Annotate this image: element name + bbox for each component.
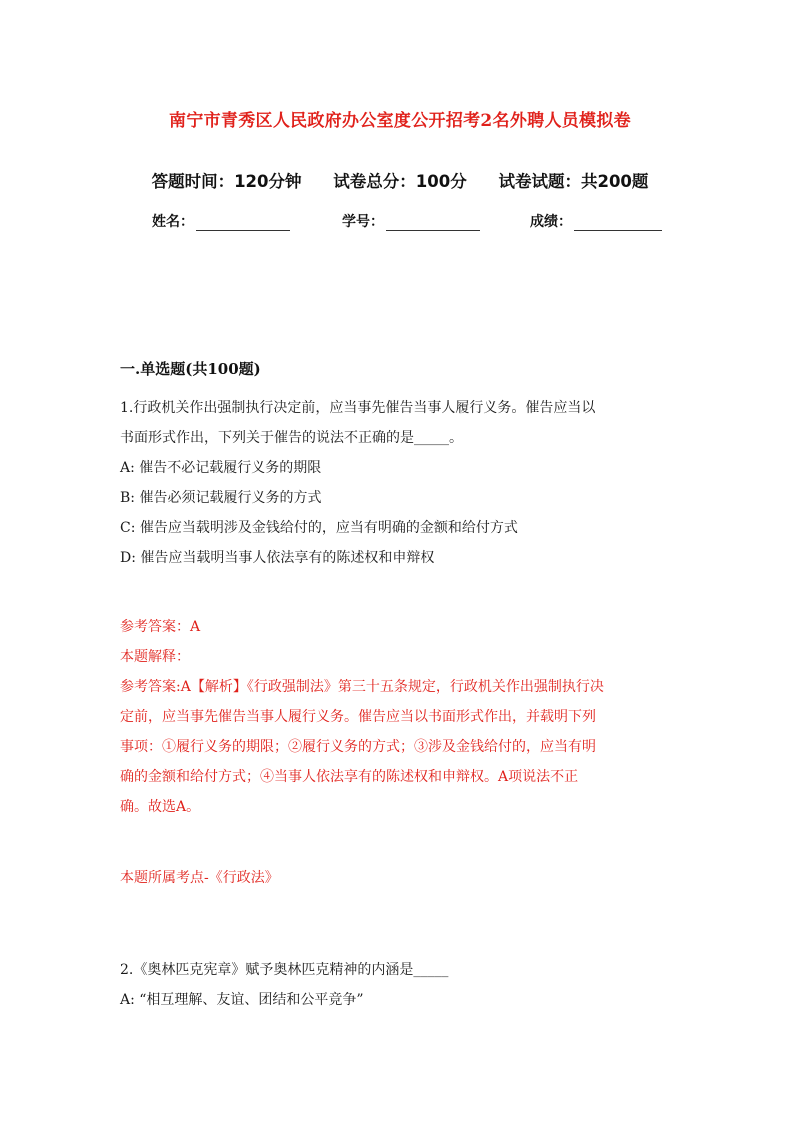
student-id-blank: [386, 214, 480, 231]
student-id-field: [342, 211, 480, 231]
question-1-explain-line-2: 定前，应当事先催告当事人履行义务。催告应当以书面形式作出，并载明下列: [120, 709, 596, 725]
question-1-answer-block: [120, 612, 680, 822]
grade-label: 成绩：: [530, 214, 572, 230]
question-1-explain-line-4: 确的金额和给付方式；④当事人依法享有的陈述权和申辩权。A项说法不正: [120, 769, 579, 785]
question-1-answer: 参考答案：A: [120, 619, 201, 635]
question-2: [120, 955, 680, 1015]
grade-blank: [574, 214, 662, 231]
question-1-option-b: B: 催告必须记载履行义务的方式: [120, 490, 322, 506]
question-1-option-d: D: 催告应当载明当事人依法享有的陈述权和申辩权: [120, 550, 435, 566]
exam-total-score: 试卷总分：100分: [333, 172, 467, 191]
question-1-explain-line-3: 事项：①履行义务的期限；②履行义务的方式；③涉及金钱给付的，应当有明: [120, 739, 596, 755]
question-1-option-c: C: 催告应当载明涉及金钱给付的，应当有明确的金额和给付方式: [120, 520, 518, 536]
question-1: [120, 393, 680, 573]
name-field: [152, 211, 290, 231]
question-2-stem: 2.《奥林匹克宪章》赋予奥林匹克精神的内涵是_____: [120, 962, 449, 978]
question-1-stem-line-1: 1.行政机关作出强制执行决定前，应当事先催告当事人履行义务。催告应当以: [120, 400, 596, 416]
exam-meta: [0, 168, 800, 192]
question-1-topic-text: 本题所属考点-《行政法》: [120, 870, 279, 886]
exam-title: 南宁市青秀区人民政府办公室度公开招考2名外聘人员模拟卷: [169, 111, 631, 131]
grade-field: [530, 211, 662, 231]
name-label: 姓名：: [152, 214, 194, 230]
question-1-explain-label: 本题解释：: [120, 649, 190, 665]
question-1-option-a: A: 催告不必记载履行义务的期限: [120, 460, 322, 476]
question-1-explain-line-5: 确。故选A。: [120, 799, 201, 815]
question-1-stem-line-2: 书面形式作出，下列关于催告的说法不正确的是_____。: [120, 430, 463, 446]
name-blank: [196, 214, 290, 231]
question-2-option-a: A: “相互理解、友谊、团结和公平竞争”: [120, 992, 364, 1008]
question-1-topic: [120, 863, 680, 893]
exam-time: 答题时间：120分钟: [151, 172, 302, 191]
section-heading: 一.单选题(共100题): [120, 360, 261, 378]
student-id-label: 学号：: [342, 214, 384, 230]
question-1-explain-line-1: 参考答案:A【解析】《行政强制法》第三十五条规定，行政机关作出强制执行决: [120, 679, 604, 695]
exam-question-count: 试卷试题：共200题: [498, 172, 649, 191]
